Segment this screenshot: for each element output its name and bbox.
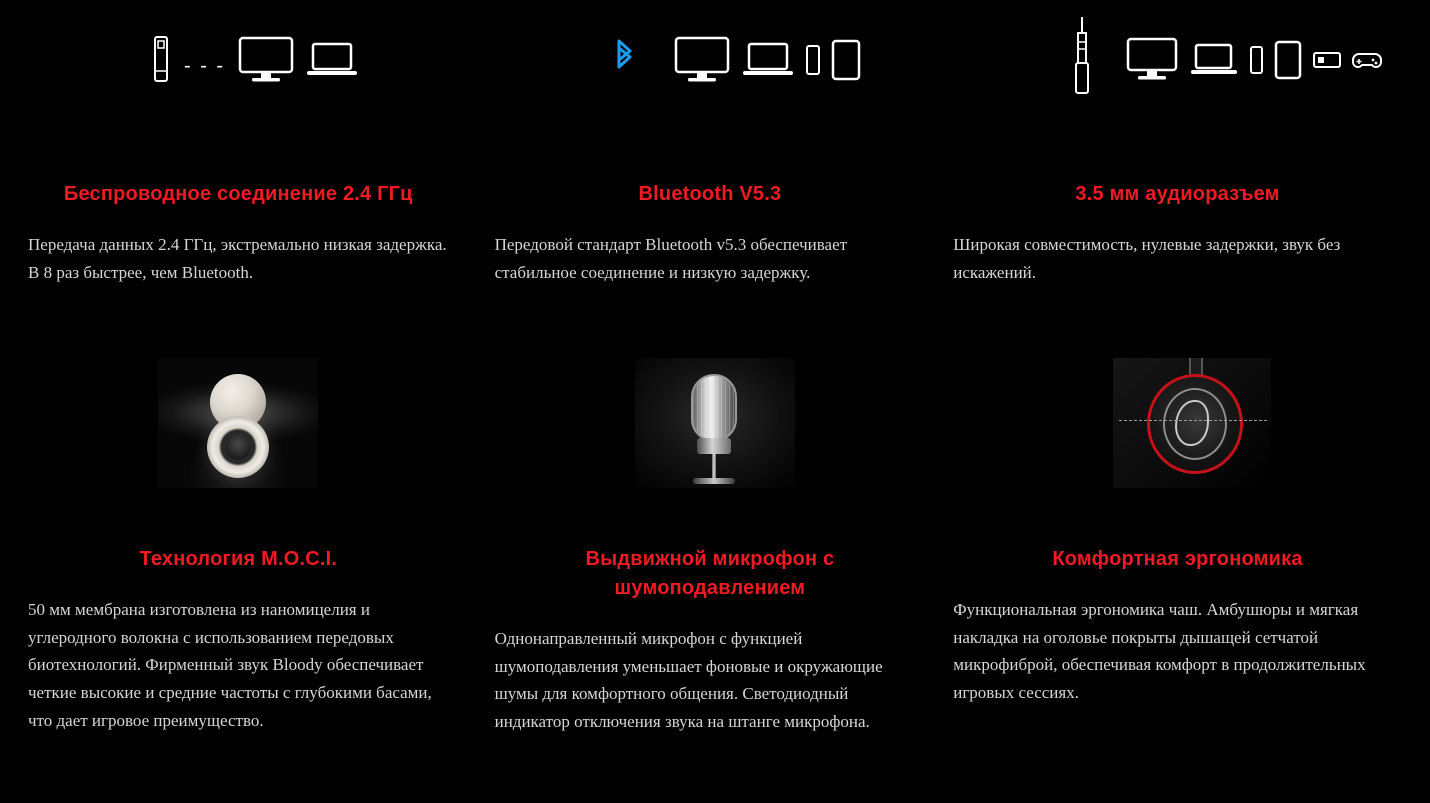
feature-description: 50 мм мембрана изготовлена из наномицелия и углеродного волокна с использованием передовых биотехнологий. Фирменный звук Bloody обеспечивает четкие высокие и средние частоты с глубокими басами, что дает игровое преимущество.	[28, 600, 432, 730]
feature-description: Широкая совместимость, нулевые задержки, звук без искажений.	[953, 235, 1341, 282]
monitor-icon	[673, 34, 731, 86]
handheld-console-icon	[1312, 49, 1342, 71]
thumb-cell-driver	[0, 358, 477, 488]
feature-title: Выдвижной микрофон с шумоподавлением	[585, 548, 835, 599]
feature-image-row	[0, 358, 1430, 488]
feature-card-audio-jack	[953, 180, 1430, 286]
features-grid-bottom	[0, 545, 1430, 736]
gamepad-icon	[1352, 48, 1382, 72]
mic-base-graphic	[693, 478, 735, 484]
mic-head-graphic	[691, 374, 737, 442]
features-grid-top	[0, 180, 1430, 286]
feature-card-wireless	[0, 180, 477, 286]
tablet-icon	[1274, 39, 1302, 81]
audio-jack-icon	[1073, 15, 1091, 105]
feature-description: Передовой стандарт Bluetooth v5.3 обеспечивает стабильное соединение и низкую задержку.	[494, 235, 848, 282]
usb-dongle-icon	[150, 33, 172, 87]
phone-icon	[805, 43, 821, 77]
feature-description: Функциональная эргономика чаш. Амбушюры и мягкая накладка на оголовье покрыты дышащей сетчатой микрофиброй, обеспечивая комфорт в продолжительных игровых сессиях.	[953, 600, 1366, 703]
feature-card-ergonomics	[953, 545, 1430, 736]
driver-membrane-photo	[158, 358, 318, 488]
feature-title: 3.5 мм аудиоразъем	[1075, 183, 1280, 205]
monitor-icon	[1125, 35, 1179, 85]
thumb-cell-earcup	[953, 358, 1430, 488]
speaker-driver-graphic	[207, 416, 269, 478]
earcup-ergonomics-photo	[1113, 358, 1271, 488]
phone-icon	[1249, 44, 1264, 76]
mic-body-graphic	[697, 438, 731, 454]
features-row-2	[0, 545, 1430, 736]
laptop-icon	[305, 38, 359, 82]
feature-description: Однонаправленный микрофон с функцией шумоподавления уменьшает фоновые и окружающие шумы для комфортного общения. Светодиодный индикатор отключения звука на штанге микрофона.	[494, 629, 883, 732]
feature-title: Технология M.O.C.I.	[139, 548, 338, 570]
microphone-photo	[635, 358, 795, 488]
feature-description: Передача данных 2.4 ГГц, экстремально низкая задержка. В 8 раз быстрее, чем Bluetooth.	[28, 235, 447, 282]
ear-outline-graphic	[1175, 400, 1209, 446]
bluetooth-icon	[611, 37, 637, 83]
feature-card-bluetooth	[477, 180, 954, 286]
feature-title: Bluetooth V5.3	[638, 183, 782, 205]
dashes-connector-icon: - - -	[184, 55, 226, 77]
icon-group-audio-jack	[953, 0, 1430, 120]
tablet-icon	[831, 38, 861, 82]
icon-group-wireless-24g	[0, 0, 477, 120]
compatibility-icon-row	[0, 0, 1430, 120]
feature-title: Беспроводное соединение 2.4 ГГц	[63, 183, 413, 205]
icon-group-bluetooth	[477, 0, 954, 120]
alignment-dashed-line	[1119, 420, 1267, 421]
features-row-1	[0, 180, 1430, 286]
feature-card-moci	[0, 545, 477, 736]
laptop-icon	[741, 38, 795, 82]
thumb-cell-microphone	[477, 358, 954, 488]
feature-card-microphone	[477, 545, 954, 736]
monitor-icon	[237, 34, 295, 86]
feature-title: Комфортная эргономика	[1052, 548, 1303, 570]
mic-stem-graphic	[712, 454, 716, 480]
laptop-icon	[1189, 39, 1239, 81]
